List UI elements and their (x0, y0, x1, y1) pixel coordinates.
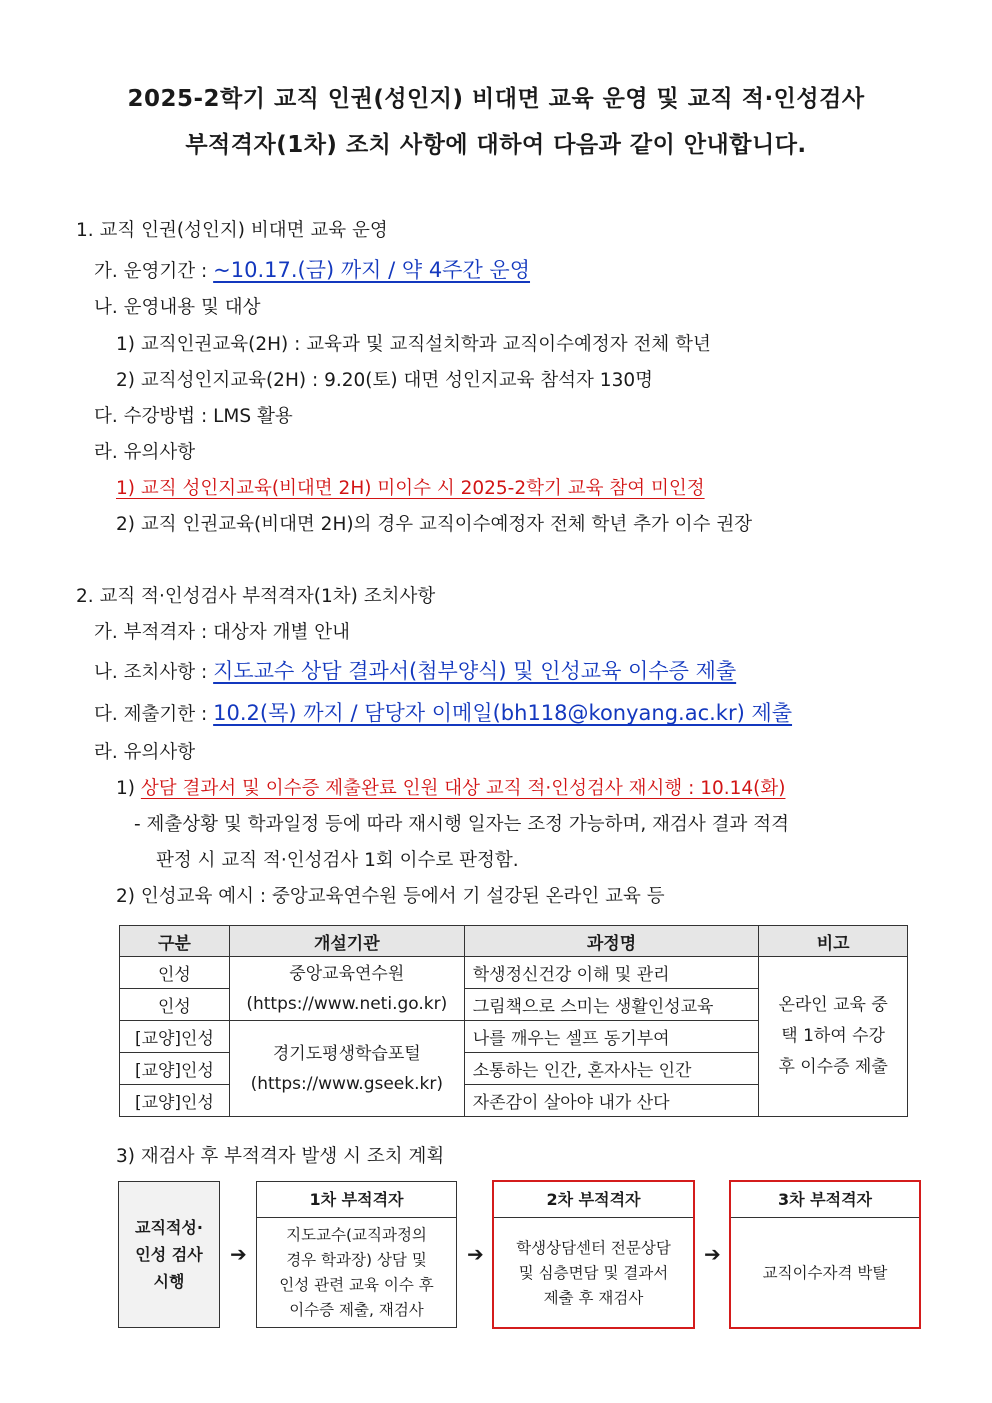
row-category: [교양]인성 (120, 1021, 230, 1053)
section1-method: 다. 수강방법 : LMS 활용 (94, 406, 293, 427)
flow-start-line: 교직적성· (135, 1218, 203, 1237)
flow-step2-line: 및 심층면담 및 결과서 (518, 1263, 669, 1282)
action-value: 지도교수 상담 결과서(첨부양식) 및 인성교육 이수증 제출 (213, 659, 737, 683)
section2-note-1 (116, 774, 785, 800)
header-note: 비고 (759, 926, 908, 957)
row-category: [교양]인성 (120, 1085, 230, 1117)
institution-neti (229, 957, 464, 1021)
arrow-right-icon: ➔ (704, 1242, 721, 1266)
table-note-line: 후 이수증 제출 (778, 1057, 888, 1077)
section2-note-1-sub-a: - 제출상황 및 학과일정 등에 따라 재시행 일자는 조정 가능하며, 재검사 결과 적격 (134, 814, 789, 835)
section1-content-item-2: 2) 교직성인지교육(2H) : 9.20(토) 대면 성인지교육 참석자 130명 (116, 370, 653, 391)
courses-table (119, 925, 908, 1117)
flow-start-box (118, 1181, 220, 1328)
period-label: 가. 운영기간 : (94, 261, 214, 282)
row-course: 나를 깨우는 셀프 동기부여 (464, 1021, 758, 1053)
table-note-cell (759, 957, 908, 1117)
header-course: 과정명 (464, 926, 758, 957)
row-category: 인성 (120, 957, 230, 989)
table-note-line: 온라인 교육 중 (778, 995, 888, 1015)
row-course: 자존감이 살아야 내가 산다 (464, 1085, 758, 1117)
flow-step1-title: 1차 부적격자 (257, 1182, 456, 1218)
section1-content-item-1: 1) 교직인권교육(2H) : 교육과 및 교직설치학과 교직이수예정자 전체 학년 (116, 334, 711, 355)
section1-note-1: 1) 교직 성인지교육(비대면 2H) 미이수 시 2025-2학기 교육 참여 미인정 (116, 478, 705, 499)
flow-step2-line: 제출 후 재검사 (543, 1288, 644, 1307)
flow-step1-box (256, 1181, 457, 1328)
section2-action (94, 655, 736, 685)
arrow-right-icon: ➔ (467, 1242, 484, 1266)
deadline-label: 다. 제출기한 : (94, 704, 214, 725)
section1-period (94, 254, 530, 284)
flow-step2-line: 학생상담센터 전문상담 (516, 1238, 671, 1257)
action-label: 나. 조치사항 : (94, 662, 214, 683)
row-course: 소통하는 인간, 혼자사는 인간 (464, 1053, 758, 1085)
flow-step3-box (729, 1180, 921, 1329)
section1-note-2: 2) 교직 인권교육(비대면 2H)의 경우 교직이수예정자 전체 학년 추가 이수 권장 (116, 514, 753, 535)
table-note-line: 택 1하여 수강 (781, 1026, 885, 1046)
deadline-value: 10.2(목) 까지 / 담당자 이메일(bh118@konyang.ac.kr) 제출 (213, 701, 793, 725)
institution-url: (https://www.neti.go.kr) (246, 993, 448, 1014)
flow-step3-line: 교직이수자격 박탈 (762, 1263, 888, 1282)
title-line-1: 2025-2학기 교직 인권(성인지) 비대면 교육 운영 및 교직 적·인성검사 (127, 86, 865, 112)
flow-step2-title: 2차 부적격자 (494, 1182, 693, 1218)
section1-content-label: 나. 운영내용 및 대상 (94, 297, 261, 318)
flow-step1-line: 경우 학과장) 상담 및 (286, 1251, 427, 1269)
flow-start-line: 인성 검사 (135, 1245, 203, 1264)
row-category: [교양]인성 (120, 1053, 230, 1085)
flow-step2-box (492, 1180, 695, 1329)
institution-url: (https://www.gseek.kr) (250, 1073, 443, 1094)
arrow-right-icon: ➔ (230, 1242, 247, 1266)
section2-note-3: 3) 재검사 후 부적격자 발생 시 조치 계획 (116, 1146, 445, 1167)
table-row (120, 957, 908, 989)
section2-deadline (94, 697, 792, 727)
section2-note-1-sub-b: 판정 시 교직 적·인성검사 1회 이수로 판정함. (156, 850, 519, 871)
row-course: 학생정신건강 이해 및 관리 (464, 957, 758, 989)
flow-step1-line: 이수증 제출, 재검사 (289, 1301, 424, 1319)
section1-notes-label: 라. 유의사항 (94, 442, 196, 463)
period-value: ~10.17.(금) 까지 / 약 4주간 운영 (213, 258, 531, 282)
institution-name: 중앙교육연수원 (289, 963, 405, 984)
section2-target: 가. 부적격자 : 대상자 개별 안내 (94, 622, 350, 643)
flow-step1-line: 인성 관련 교육 이수 후 (279, 1276, 434, 1294)
institution-name: 경기도평생학습포털 (272, 1043, 421, 1064)
section1-heading: 1. 교직 인권(성인지) 비대면 교육 운영 (76, 220, 388, 241)
table-header-row (120, 926, 908, 957)
note1-retest: 상담 결과서 및 이수증 제출완료 인원 대상 교직 적·인성검사 재시행 : 10.14(화) (140, 778, 786, 799)
note1-prefix: 1) (116, 778, 141, 799)
title-line-2: 부적격자(1차) 조치 사항에 대하여 다음과 같이 안내합니다. (185, 132, 807, 158)
flow-step1-line: 지도교수(교직과정의 (286, 1226, 427, 1244)
institution-gseek (229, 1021, 464, 1117)
section2-note-2: 2) 인성교육 예시 : 중앙교육연수원 등에서 기 설강된 온라인 교육 등 (116, 886, 665, 907)
section2-notes-label: 라. 유의사항 (94, 742, 196, 763)
row-course: 그림책으로 스미는 생활인성교육 (464, 989, 758, 1021)
header-institution: 개설기관 (229, 926, 464, 957)
section2-heading: 2. 교직 적·인성검사 부적격자(1차) 조치사항 (76, 586, 436, 607)
flow-start-line: 시행 (153, 1272, 185, 1291)
row-category: 인성 (120, 989, 230, 1021)
flow-step3-title: 3차 부적격자 (731, 1182, 919, 1218)
header-category: 구분 (120, 926, 230, 957)
